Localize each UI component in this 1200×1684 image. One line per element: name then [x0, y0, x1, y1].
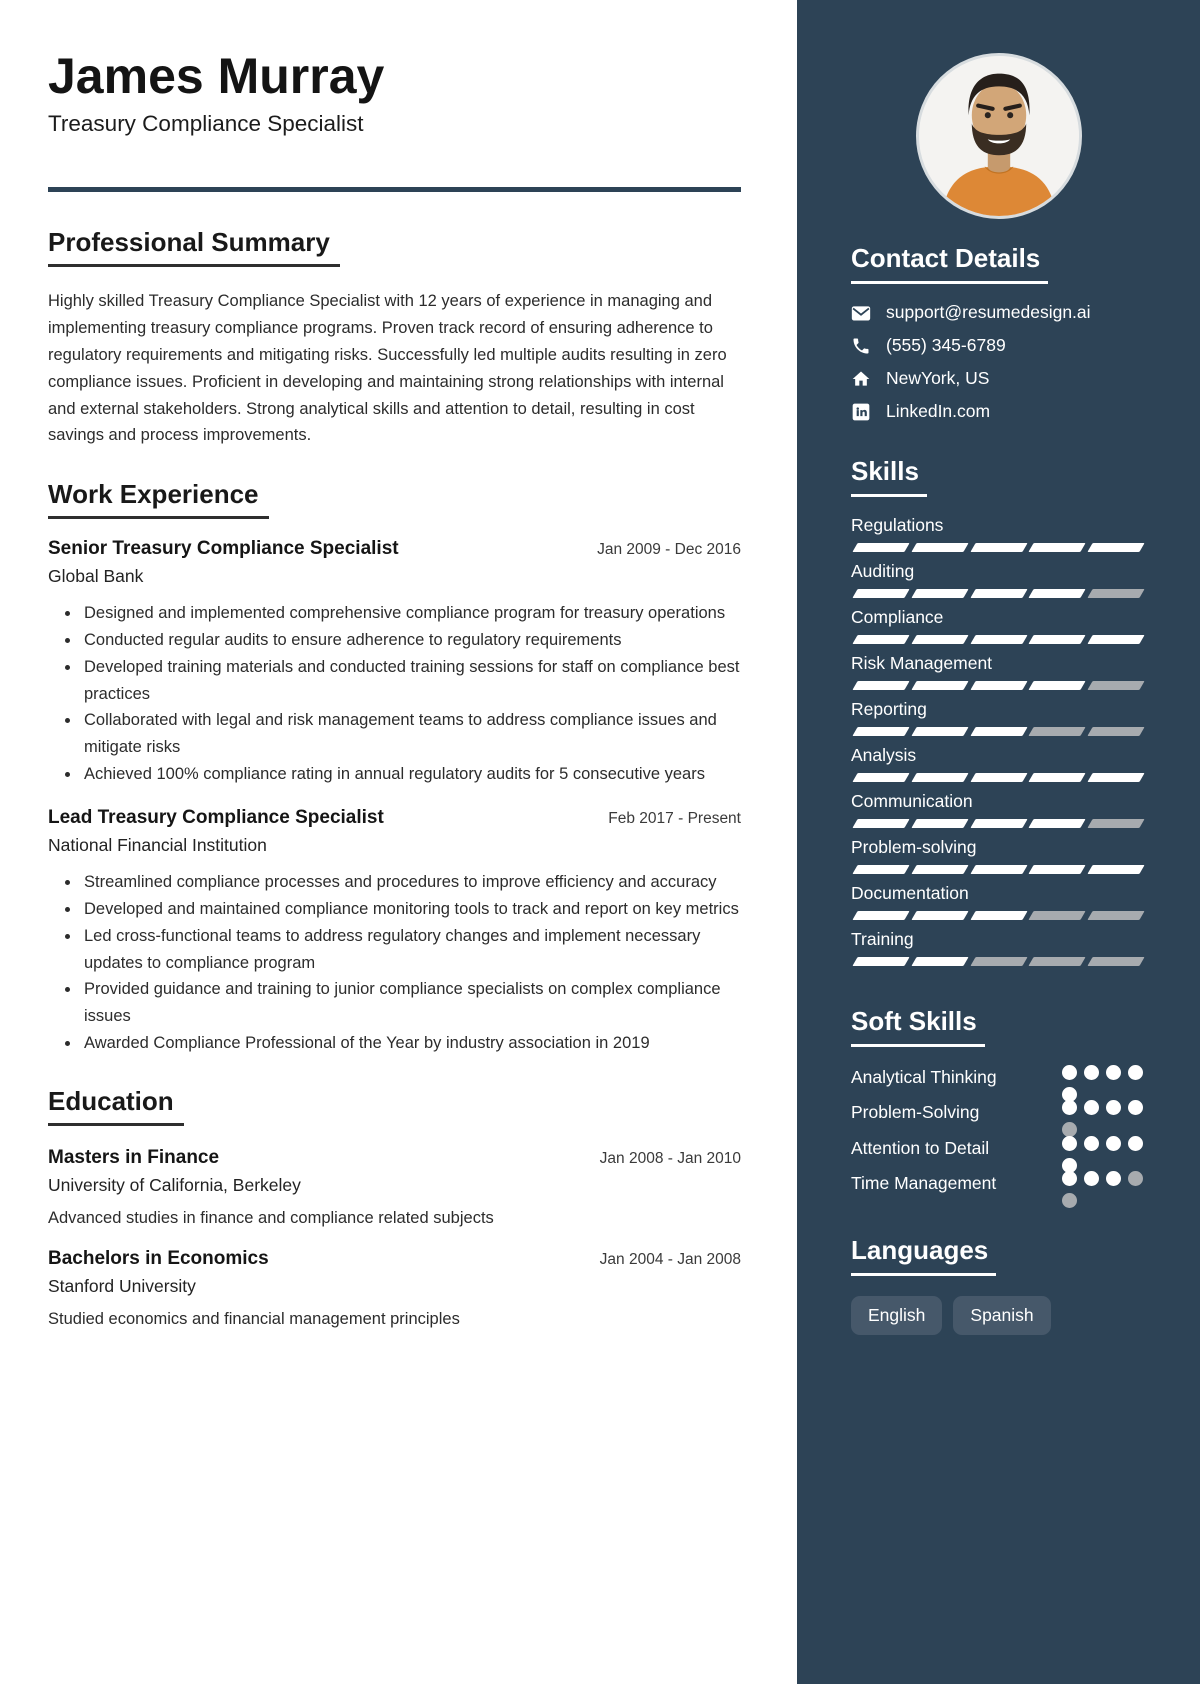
skills-list	[851, 515, 1146, 966]
job-list	[48, 538, 741, 1056]
skill-bar-segment	[852, 957, 909, 966]
soft-skill-dots	[1062, 1100, 1146, 1115]
education-description: Studied economics and financial management principles	[48, 1310, 460, 1329]
skill-label: Documentation	[851, 883, 969, 903]
job-bullet-list	[48, 869, 741, 1056]
skill-bar-segment	[852, 635, 909, 644]
skill-bar-segment	[1029, 773, 1086, 782]
skill-item	[851, 515, 1146, 552]
skill-bar-segment	[911, 681, 968, 690]
skill-bar-segment	[970, 911, 1027, 920]
skill-item	[851, 653, 1146, 690]
skill-bar-segment	[911, 865, 968, 874]
education-description: Advanced studies in finance and compliance related subjects	[48, 1209, 494, 1228]
rating-dot	[1128, 1100, 1143, 1115]
soft-skill-item	[851, 1136, 1146, 1161]
person-job-title: Treasury Compliance Specialist	[48, 111, 364, 136]
skill-bar-segment	[1088, 865, 1145, 874]
education-header	[48, 1147, 741, 1169]
soft-skills-list	[851, 1065, 1146, 1197]
education-entry	[48, 1248, 741, 1329]
skill-bar-segment	[1029, 819, 1086, 828]
skill-bar-segment	[911, 911, 968, 920]
skill-bar-segment	[1029, 865, 1086, 874]
contact-section	[851, 243, 1146, 422]
soft-skill-label: Problem-Solving	[851, 1102, 980, 1123]
rating-dot	[1128, 1065, 1143, 1080]
skill-bar-segment	[1088, 957, 1145, 966]
skill-bar-segment	[1029, 681, 1086, 690]
rating-dot	[1128, 1171, 1143, 1186]
job-bullet: • Led cross-functional teams to address regulatory changes and implement necessary updates to compliance program	[81, 923, 741, 976]
job-header	[48, 538, 741, 560]
experience-section	[48, 479, 741, 1056]
soft-skill-label: Attention to Detail	[851, 1137, 990, 1158]
rating-dot	[1106, 1065, 1121, 1080]
soft-skills-heading: Soft Skills	[851, 1006, 985, 1047]
contact-text: (555) 345-6789	[886, 335, 1006, 355]
education-entry	[48, 1147, 741, 1228]
contact-item	[851, 368, 1146, 389]
rating-dot	[1062, 1065, 1077, 1080]
rating-dot	[1106, 1100, 1121, 1115]
education-dates: Jan 2004 - Jan 2008	[599, 1251, 741, 1269]
job-title: Lead Treasury Compliance Specialist	[48, 807, 384, 829]
skill-item	[851, 929, 1146, 966]
skill-bar-segment	[852, 911, 909, 920]
skill-label: Compliance	[851, 607, 944, 627]
rating-dot	[1084, 1100, 1099, 1115]
header-divider	[48, 187, 741, 192]
job-bullet: • Achieved 100% compliance rating in annual regulatory audits for 5 consecutive years	[81, 761, 741, 788]
skill-bar-segment	[1088, 727, 1145, 736]
skill-bar-segment	[852, 681, 909, 690]
summary-section	[48, 227, 741, 449]
skill-bar-segment	[1029, 635, 1086, 644]
skill-bar	[851, 865, 1146, 874]
skill-item	[851, 699, 1146, 736]
job-header	[48, 807, 741, 829]
contact-item	[851, 302, 1146, 323]
job-dates: Jan 2009 - Dec 2016	[597, 541, 741, 559]
contact-heading: Contact Details	[851, 243, 1048, 284]
skill-bar-segment	[911, 589, 968, 598]
skill-bar-segment	[1088, 589, 1145, 598]
skill-bar-segment	[911, 773, 968, 782]
job-bullet: • Developed and maintained compliance monitoring tools to track and report on key metrics	[81, 896, 741, 923]
job-company: Global Bank	[48, 566, 144, 587]
education-degree: Masters in Finance	[48, 1147, 220, 1169]
rating-dot	[1128, 1136, 1143, 1151]
skill-label: Regulations	[851, 515, 944, 535]
job-bullet: • Conducted regular audits to ensure adherence to regulatory requirements	[81, 627, 741, 654]
skill-bar-segment	[911, 957, 968, 966]
education-dates: Jan 2008 - Jan 2010	[599, 1150, 741, 1168]
job-bullet-list	[48, 600, 741, 787]
sidebar	[797, 0, 1200, 1684]
person-name: James Murray	[48, 48, 385, 104]
skill-bar-segment	[970, 819, 1027, 828]
languages-list	[851, 1296, 1146, 1335]
education-school: University of California, Berkeley	[48, 1175, 301, 1196]
rating-dot	[1062, 1171, 1077, 1186]
rating-dot	[1106, 1136, 1121, 1151]
soft-skill-dots	[1062, 1171, 1146, 1186]
education-school: Stanford University	[48, 1276, 196, 1297]
job-entry	[48, 807, 741, 1056]
home-icon	[851, 369, 871, 389]
education-section	[48, 1086, 741, 1329]
summary-heading: Professional Summary	[48, 227, 340, 267]
contact-text[interactable]: LinkedIn.com	[886, 401, 991, 421]
skill-bar-segment	[852, 589, 909, 598]
skill-bar-segment	[1029, 911, 1086, 920]
email-icon	[851, 303, 871, 323]
skill-bar	[851, 589, 1146, 598]
profile-photo-illustration	[919, 56, 1079, 216]
skill-label: Training	[851, 929, 914, 949]
rating-dot	[1084, 1171, 1099, 1186]
rating-dot	[1084, 1136, 1099, 1151]
skill-bar	[851, 819, 1146, 828]
soft-skill-item	[851, 1065, 1146, 1090]
skill-label: Risk Management	[851, 653, 993, 673]
education-degree: Bachelors in Economics	[48, 1248, 269, 1270]
skill-bar-segment	[1029, 727, 1086, 736]
experience-heading: Work Experience	[48, 479, 269, 519]
skill-bar	[851, 727, 1146, 736]
phone-icon	[851, 336, 871, 356]
skill-bar-segment	[1088, 819, 1145, 828]
contact-text[interactable]: support@resumedesign.ai	[886, 302, 1091, 322]
skill-bar-segment	[852, 543, 909, 552]
soft-skill-label: Time Management	[851, 1173, 997, 1194]
contact-text: NewYork, US	[886, 368, 990, 388]
soft-skill-item	[851, 1171, 1146, 1196]
job-entry	[48, 538, 741, 787]
skill-bar-segment	[970, 543, 1027, 552]
soft-skill-dots	[1062, 1136, 1146, 1151]
skill-bar	[851, 681, 1146, 690]
rating-dot	[1106, 1171, 1121, 1186]
profile-photo	[916, 53, 1082, 219]
skill-item	[851, 607, 1146, 644]
job-bullet: • Designed and implemented comprehensive compliance program for treasury operations	[81, 600, 741, 627]
skill-bar-segment	[852, 865, 909, 874]
skill-bar-segment	[852, 727, 909, 736]
skill-bar	[851, 957, 1146, 966]
job-title: Senior Treasury Compliance Specialist	[48, 538, 399, 560]
job-bullet: • Provided guidance and training to junior compliance specialists on complex compliance issues	[81, 976, 741, 1029]
skill-bar-segment	[970, 635, 1027, 644]
skill-bar-segment	[1029, 543, 1086, 552]
skill-bar-segment	[1088, 543, 1145, 552]
rating-dot	[1062, 1136, 1077, 1151]
soft-skill-dots	[1062, 1065, 1146, 1080]
education-header	[48, 1248, 741, 1270]
job-bullet: • Awarded Compliance Professional of the Year by industry association in 2019	[81, 1030, 741, 1057]
skill-bar-segment	[1088, 911, 1145, 920]
skill-bar-segment	[852, 773, 909, 782]
education-heading: Education	[48, 1086, 184, 1126]
job-bullet: • Streamlined compliance processes and procedures to improve efficiency and accuracy	[81, 869, 741, 896]
skill-item	[851, 745, 1146, 782]
skill-bar-segment	[1088, 681, 1145, 690]
job-bullet: • Developed training materials and conducted training sessions for staff on compliance best practices	[81, 654, 741, 707]
contact-item	[851, 401, 1146, 422]
language-pill: English	[851, 1296, 942, 1335]
job-bullet: • Collaborated with legal and risk management teams to address compliance issues and mitigate risks	[81, 707, 741, 760]
skill-bar-segment	[970, 957, 1027, 966]
language-pill: Spanish	[953, 1296, 1050, 1335]
education-list	[48, 1147, 741, 1329]
skill-bar-segment	[911, 819, 968, 828]
skill-bar-segment	[1088, 773, 1145, 782]
linkedin-icon	[851, 402, 871, 422]
skill-bar	[851, 543, 1146, 552]
rating-dot	[1062, 1100, 1077, 1115]
summary-text: Highly skilled Treasury Compliance Specialist with 12 years of experience in managing and implementing treasury compliance programs. Proven track record of ensuring adherence to regulatory requirements and mitigating risks. Successfully led multiple audits resulting in zero compliance issues. Proficient in developing and maintaining strong relationships with internal and external stakeholders. Strong analytical skills and attention to detail, resulting in cost savings and process improvements.	[48, 292, 727, 445]
skill-bar-segment	[970, 589, 1027, 598]
skills-section	[851, 456, 1146, 966]
skill-bar-segment	[911, 635, 968, 644]
skill-item	[851, 561, 1146, 598]
contact-list	[851, 302, 1146, 422]
job-dates: Feb 2017 - Present	[608, 810, 741, 828]
languages-section	[851, 1235, 1146, 1335]
skill-item	[851, 883, 1146, 920]
rating-dot	[1062, 1193, 1077, 1208]
soft-skill-item	[851, 1100, 1146, 1125]
skill-bar-segment	[970, 773, 1027, 782]
skill-label: Auditing	[851, 561, 915, 581]
skill-label: Reporting	[851, 699, 927, 719]
skills-heading: Skills	[851, 456, 927, 497]
skill-bar	[851, 635, 1146, 644]
soft-skill-label: Analytical Thinking	[851, 1067, 997, 1087]
skill-bar	[851, 773, 1146, 782]
skill-bar-segment	[970, 865, 1027, 874]
job-company: National Financial Institution	[48, 835, 267, 856]
skill-bar-segment	[852, 819, 909, 828]
skill-item	[851, 791, 1146, 828]
rating-dot	[1084, 1065, 1099, 1080]
contact-item	[851, 335, 1146, 356]
skill-bar-segment	[1029, 589, 1086, 598]
skill-bar	[851, 911, 1146, 920]
skill-bar-segment	[911, 727, 968, 736]
skill-bar-segment	[1088, 635, 1145, 644]
skill-label: Communication	[851, 791, 973, 811]
skill-bar-segment	[970, 681, 1027, 690]
skill-label: Analysis	[851, 745, 917, 765]
skill-bar-segment	[970, 727, 1027, 736]
skill-bar-segment	[1029, 957, 1086, 966]
skill-label: Problem-solving	[851, 837, 977, 857]
languages-heading: Languages	[851, 1235, 996, 1276]
skill-bar-segment	[911, 543, 968, 552]
skill-item	[851, 837, 1146, 874]
soft-skills-section	[851, 1006, 1146, 1197]
